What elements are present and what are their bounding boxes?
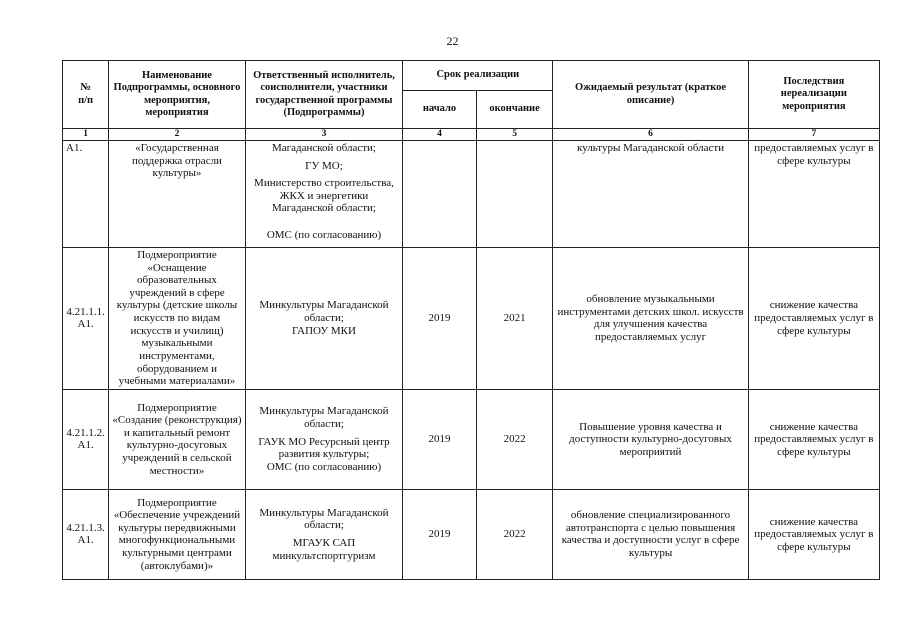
row-result: обновление специализированного автотранспорта с целью повышения качества и доступности услуг в сфере культуры — [553, 489, 748, 579]
row-start — [403, 140, 477, 247]
column-number: 1 — [63, 129, 109, 141]
header-end: окончание — [476, 91, 553, 129]
table-row — [63, 247, 880, 389]
column-number: 6 — [553, 129, 748, 141]
row-executors — [245, 389, 403, 489]
header-consequence: Последствия нереализации мероприятия — [748, 61, 879, 129]
header-start: начало — [403, 91, 477, 129]
row-start: 2019 — [403, 389, 477, 489]
program-activities-table — [62, 60, 880, 580]
row-end — [476, 140, 553, 247]
row-consequence: снижение качества предоставляемых услуг в сфере культуры — [748, 247, 879, 389]
column-number: 2 — [109, 129, 246, 141]
executor: МГАУК САП минкультспортгуризм — [272, 536, 376, 562]
column-number: 7 — [748, 129, 879, 141]
executor: Минкультуры Магаданской области; — [259, 299, 389, 325]
row-start: 2019 — [403, 489, 477, 579]
row-number: 4.21.1.2.А1. — [63, 389, 109, 489]
row-executors — [245, 247, 403, 389]
executor: ГУ МО; — [305, 159, 343, 172]
row-name: Подмероприятие «Создание (реконструкция) и капитальный ремонт культурно-досуговых учреждений в сельской местности» — [109, 389, 246, 489]
row-result: культуры Магаданской области — [553, 140, 748, 247]
row-consequence: снижение качества предоставляемых услуг в сфере культуры — [748, 489, 879, 579]
row-start: 2019 — [403, 247, 477, 389]
header-executors: Ответственный исполнитель, соисполнители, участники государственной программы (Подпрограммы) — [245, 61, 403, 129]
row-number: 4.21.1.1.А1. — [63, 247, 109, 389]
row-consequence: предоставляемых услуг в сфере культуры — [748, 140, 879, 247]
row-number: А1. — [63, 140, 109, 247]
executor: ГАУК МО Ресурсный центр развития культуры; — [258, 435, 390, 461]
header-number: № п/п — [63, 61, 109, 129]
row-consequence: снижение качества предоставляемых услуг в сфере культуры — [748, 389, 879, 489]
executor: Минкультуры Магаданской области; — [259, 405, 389, 430]
executor: Министерство строительства, ЖКХ и энергетики Магаданской области; — [254, 177, 394, 215]
executor: ГАПОУ МКИ — [291, 324, 356, 337]
row-end: 2022 — [476, 489, 553, 579]
row-executors — [245, 140, 403, 247]
row-executors — [245, 489, 403, 579]
column-number: 4 — [403, 129, 477, 141]
header-period: Срок реализации — [403, 61, 553, 91]
row-result: обновление музыкальными инструментами детских школ. искусств для улучшения качества предоставляемых услуг — [553, 247, 748, 389]
header-result: Ожидаемый результат (краткое описание) — [553, 61, 748, 129]
executor: Минкультуры Магаданской области; — [259, 506, 389, 532]
row-name: «Государственная поддержка отрасли культуры» — [109, 140, 246, 247]
table-row — [63, 389, 880, 489]
header-name: Наименование Подпрограммы, основного мероприятия, мероприятия — [109, 61, 246, 129]
row-result: Повышение уровня качества и доступности культурно-досуговых мероприятий — [553, 389, 748, 489]
row-end: 2022 — [476, 389, 553, 489]
executor: ОМС (по согласованию) — [266, 460, 382, 473]
row-name: Подмероприятие «Обеспечение учреждений культуры передвижными многофункциональными культурными центрами (автоклубами)» — [109, 489, 246, 579]
row-name: Подмероприятие «Оснащение образовательных учреждений в сфере культуры (детские школы искусств по видам искусств и училищ) музыкальными инструментами, оборудованием и учебными материалами» — [109, 247, 246, 389]
column-number: 3 — [245, 129, 403, 141]
row-end: 2021 — [476, 247, 553, 389]
executor: ОМС (по согласованию) — [266, 229, 382, 242]
executor: Магаданской области; — [271, 141, 376, 154]
page-number: 22 — [446, 34, 459, 48]
table-row — [63, 140, 880, 247]
row-number: 4.21.1.3.А1. — [63, 489, 109, 579]
column-number: 5 — [476, 129, 553, 141]
table-row — [63, 489, 880, 579]
